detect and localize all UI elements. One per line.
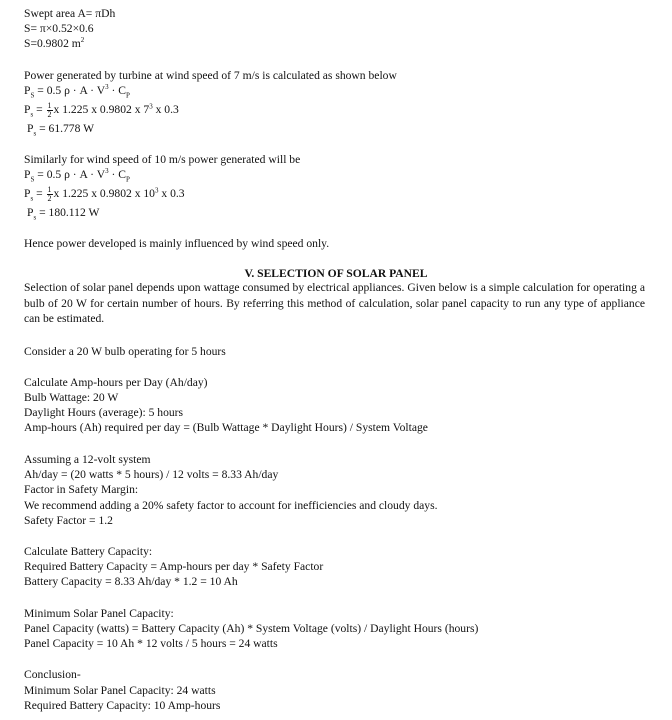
safety-recommendation: We recommend adding a 20% safety factor to account for inefficiencies and cloudy days.: [24, 499, 438, 512]
power7-result: $P_s = 61.778$ W: [27, 122, 95, 138]
section-paragraph: Selection of solar panel depends upon wattage consumed by electrical appliances. Given below is a simple calculation for operating a bulb of 20 W for certain number of hours. By referring this method of calculation, solar panel capacity to run any type of appliance can be estimated.: [24, 281, 645, 325]
battery-result: Battery Capacity = 8.33 Ah/day * 1.2 = 10 Ah: [24, 575, 238, 588]
section-heading: V. SELECTION OF SOLAR PANEL: [244, 267, 428, 280]
conclusion-battery: Required Battery Capacity: 10 Amp-hours: [24, 699, 221, 712]
wind-conclusion: Hence power developed is mainly influenced by wind speed only.: [24, 237, 330, 250]
system-voltage: Assuming a 12-volt system: [24, 453, 151, 466]
panel-title: Minimum Solar Panel Capacity:: [24, 607, 174, 620]
panel-result: Panel Capacity = 10 Ah * 12 volts / 5 hours = 24 watts: [24, 637, 278, 650]
battery-title: Calculate Battery Capacity:: [24, 545, 153, 558]
half-fraction: $\frac{1}{2}$: [47, 185, 52, 203]
conclusion-title: Conclusion-: [24, 668, 81, 681]
panel-formula: Panel Capacity (watts) = Battery Capacity (Ah) * System Voltage (volts) / Daylight Hours (hours): [24, 622, 479, 635]
battery-formula: Required Battery Capacity = Amp-hours per day * Safety Factor: [24, 560, 324, 573]
swept-area-calc: S= π×0.52×0.6: [24, 22, 94, 35]
safety-margin-title: Factor in Safety Margin:: [24, 483, 139, 496]
power10-formula: $P_S = 0.5$ $\rho \cdot A \cdot V^3 \cdot C_P$: [24, 167, 130, 184]
conclusion-panel: Minimum Solar Panel Capacity: 24 watts: [24, 684, 216, 697]
safety-factor: Safety Factor = 1.2: [24, 514, 113, 527]
power7-calc: $P_s$ = $\frac{1}{2}$ x 1.225 x 0.9802 x $7^3$ x 0.3: [24, 101, 179, 119]
ah-per-day: Ah/day = (20 watts * 5 hours) / 12 volts = 8.33 Ah/day: [24, 468, 279, 481]
amp-hours-title: Calculate Amp-hours per Day (Ah/day): [24, 376, 208, 389]
daylight-hours: Daylight Hours (average): 5 hours: [24, 406, 184, 419]
swept-area-line: Swept area A= πDh: [24, 7, 116, 20]
power7-intro: Power generated by turbine at wind speed of 7 m/s is calculated as shown below: [24, 69, 397, 82]
power10-intro: Similarly for wind speed of 10 m/s power generated will be: [24, 153, 301, 166]
power10-result: $P_s = 180.112$ W: [27, 206, 100, 222]
swept-area-result: S=0.9802 $m^2$: [24, 36, 85, 50]
consider-line: Consider a 20 W bulb operating for 5 hours: [24, 345, 226, 358]
bulb-wattage: Bulb Wattage: 20 W: [24, 391, 119, 404]
power7-formula: $P_S = 0.5$ $\rho \cdot A \cdot V^3 \cdot C_P$: [24, 83, 130, 100]
power10-calc: $P_s$ = $\frac{1}{2}$ x 1.225 x 0.9802 x $10^3$ x 0.3: [24, 185, 185, 203]
half-fraction: $\frac{1}{2}$: [47, 101, 52, 119]
amp-hours-formula: Amp-hours (Ah) required per day = (Bulb Wattage * Daylight Hours) / System Voltage: [24, 421, 428, 434]
